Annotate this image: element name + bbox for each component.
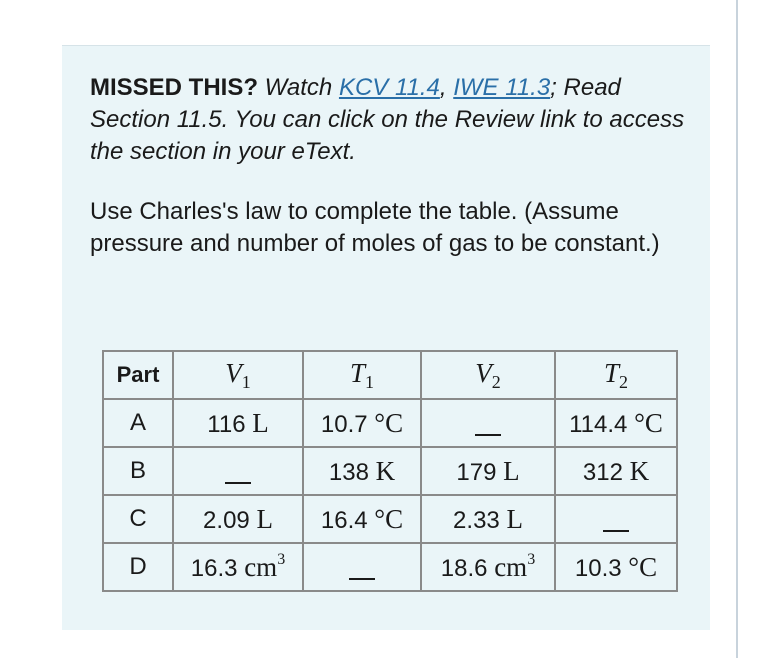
v1-answer-blank[interactable] [173,447,303,495]
v1-cell: 116 L [173,399,303,447]
table-row-c [103,495,677,543]
iwe-link[interactable]: IWE 11.3 [453,74,551,101]
table-row-b [103,447,677,495]
t2-cell: 114.4 °C [555,399,677,447]
t1-cell: 16.4 °C [303,495,421,543]
link-separator: , [439,74,454,101]
v2-cell: 18.6 $cm^3$ [421,543,555,591]
t1-cell: 10.7 °C [303,399,421,447]
header-t2: $T_2$ [555,351,677,399]
t2-cell: 312 K [555,447,677,495]
watch-text: Watch [258,74,339,101]
problem-panel [62,45,710,630]
charles-law-table [102,350,678,592]
t1-cell: 138 K [303,447,421,495]
question-prompt: Use Charles's law to complete the table. (Assume pressure and number of moles of gas to be constant.) [90,198,660,257]
part-cell: B [103,447,173,495]
missed-this-note [90,72,690,168]
v2-cell: 2.33 L [421,495,555,543]
v1-cell: 2.09 L [173,495,303,543]
t2-cell: 10.3 °C [555,543,677,591]
read-section-text: ; Read Section 11.5. You can click on the Review link to access the section in your eText. [90,74,685,165]
header-v1: $V_1$ [173,351,303,399]
missed-this-label: MISSED THIS? [90,74,259,101]
v2-answer-blank[interactable] [421,399,555,447]
header-part: Part [103,351,173,399]
table-row-d [103,543,677,591]
right-divider [736,0,738,658]
part-cell: D [103,543,173,591]
t1-answer-blank[interactable] [303,543,421,591]
part-cell: A [103,399,173,447]
header-v2: $V_2$ [421,351,555,399]
table-row-a [103,399,677,447]
v1-cell: 16.3 $cm^3$ [173,543,303,591]
t2-answer-blank[interactable] [555,495,677,543]
header-t1: $T_1$ [303,351,421,399]
table-header-row [103,351,677,399]
part-cell: C [103,495,173,543]
kcv-link[interactable]: KCV 11.4 [338,74,440,101]
v2-cell: 179 L [421,447,555,495]
